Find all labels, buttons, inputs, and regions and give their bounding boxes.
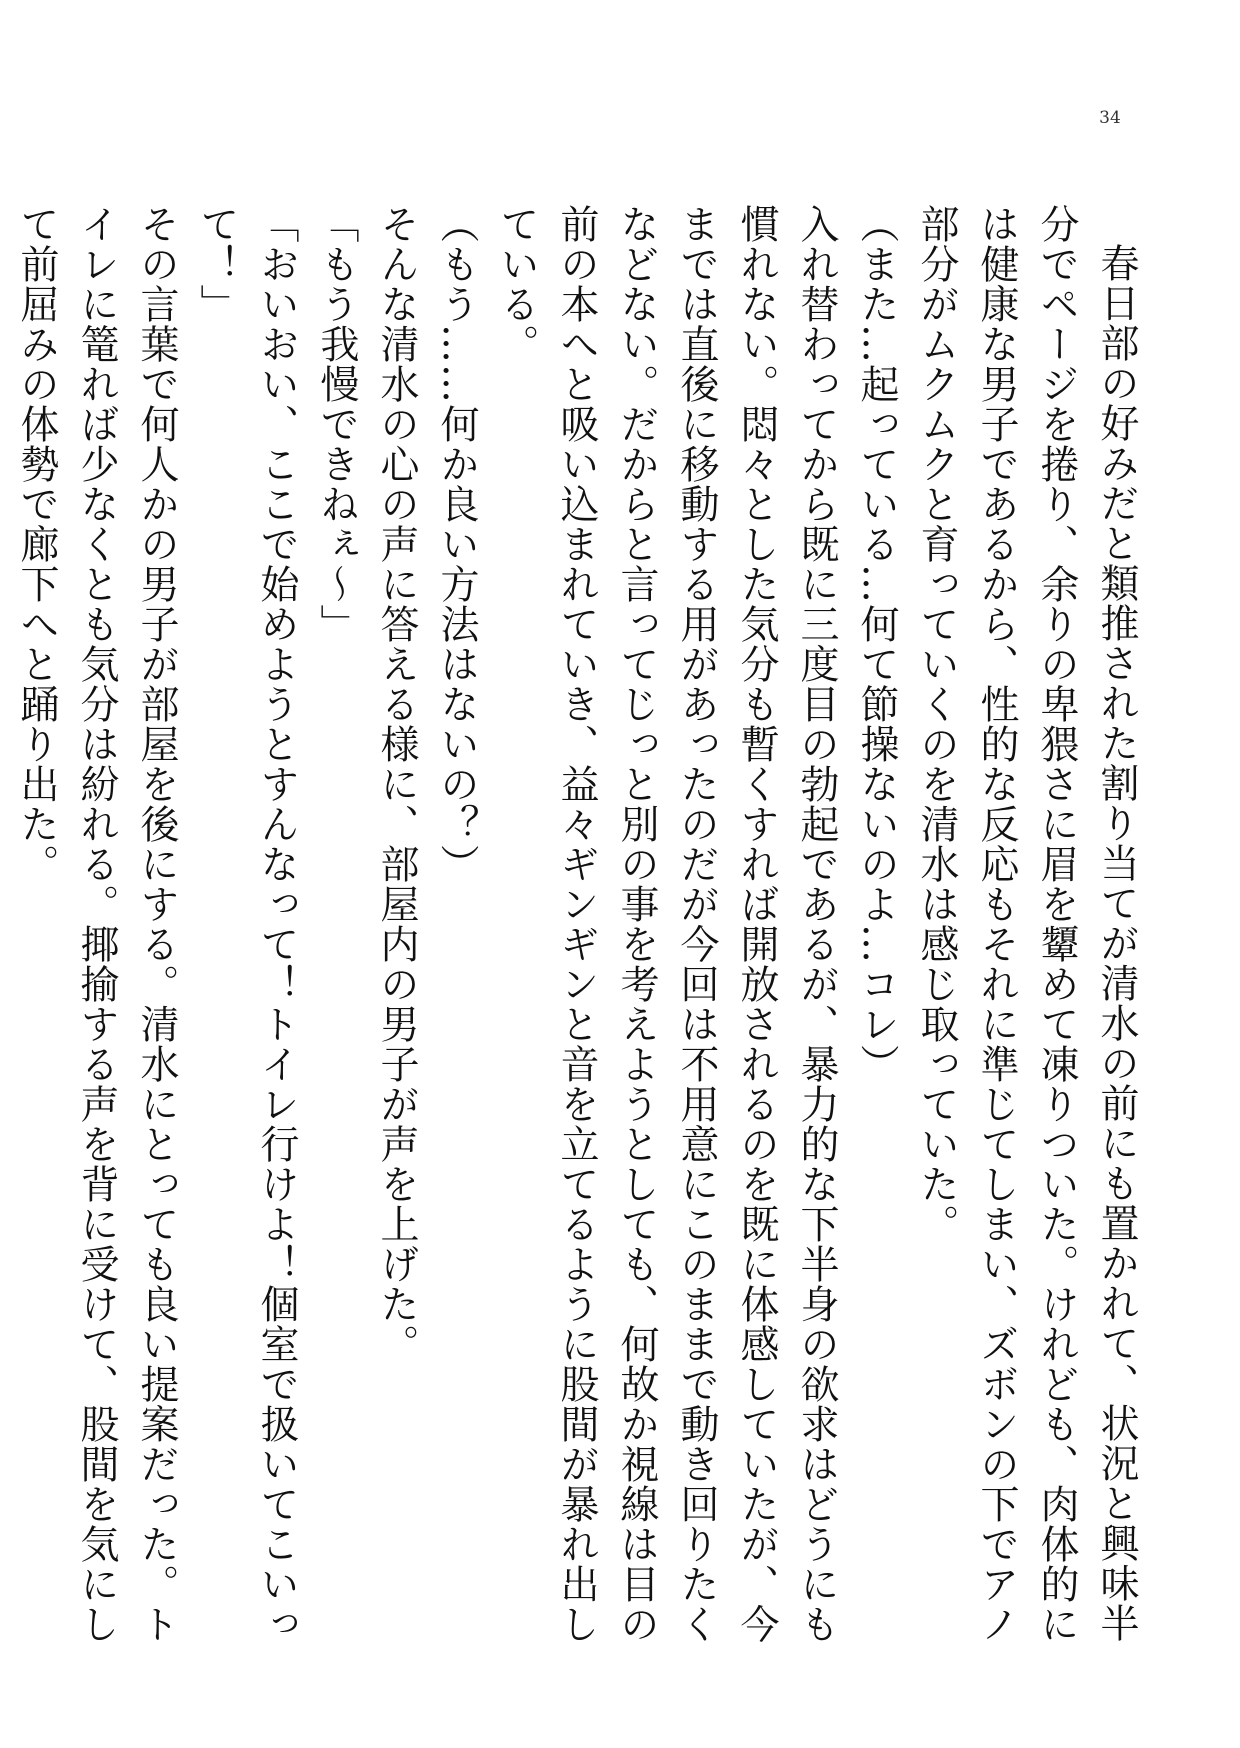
- paragraph: 「もう我慢できねぇ～」: [314, 204, 359, 644]
- paragraph: （もう……何か良い方法はないの？）: [434, 204, 479, 884]
- body-text: [6, 204, 1146, 1644]
- paragraph: 入れ替わってから既に三度目の勃起であるが、暴力的な下半身の欲求はどうにも慣れない。悶々とした気分も暫くすれば開放されるのを既に体感していたが、今までは直後に移動する用があったのだが今回は不用意にこのままで動き回りたくなどない。だからと言ってじっと別の事を考えようとしても、何故か視線は目の前の本へと吸い込まれていき、益々ギンギンと音を立てるように股間が暴れ出している。: [494, 204, 839, 1644]
- paragraph: その言葉で何人かの男子が部屋を後にする。清水にとっても良い提案だった。トイレに篭れば少なくとも気分は紛れる。揶揄する声を背に受けて、股間を気にして前屈みの体勢で廊下へと踊り出た。: [14, 204, 179, 1644]
- page-number: 34: [1099, 108, 1121, 128]
- paragraph: 春日部の好みだと類推された割り当てが清水の前にも置かれて、状況と興味半分でページを捲り、余りの卑猥さに眉を顰めて凍りついた。けれども、肉体的には健康な男子であるから、性的な反応もそれに準じてしまい、ズボンの下でアノ部分がムクムクと育っていくのを清水は感じ取っていた。: [914, 204, 1139, 1644]
- paragraph: 「おいおい、ここで始めようとすんなって！トイレ行けよ！個室で扱いてこいって！」: [194, 204, 299, 1644]
- paragraph: そんな清水の心の声に答える様に、部屋内の男子が声を上げた。: [374, 204, 419, 1364]
- paragraph: （また…起っている…何て節操ないのよ…コレ）: [854, 204, 899, 1084]
